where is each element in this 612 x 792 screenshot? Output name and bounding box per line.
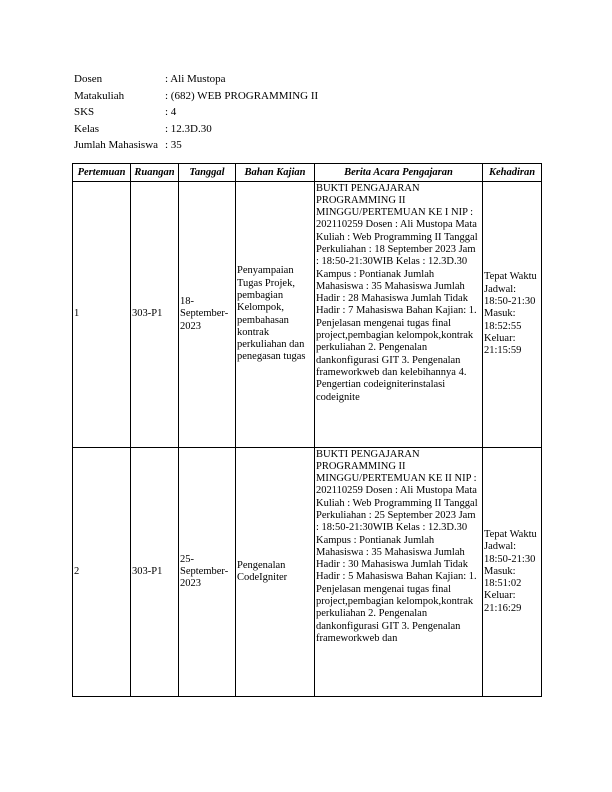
info-row-sks (74, 104, 318, 121)
header-pertemuan: Pertemuan (73, 164, 131, 182)
table-header-row (73, 164, 542, 182)
cell-kehadiran: Tepat Waktu Jadwal: 18:50-21:30 Masuk: 18:52:55 Keluar: 21:15:59 (483, 182, 542, 448)
info-row-dosen (74, 71, 318, 88)
info-label: Kelas (74, 122, 100, 135)
info-value: : 4 (165, 106, 177, 119)
cell-pertemuan: 1 (73, 182, 131, 448)
cell-berita-acara (315, 182, 483, 448)
table-row (73, 182, 542, 448)
header-berita-acara: Berita Acara Pengajaran (315, 164, 483, 182)
info-label: SKS (74, 106, 95, 119)
teaching-record-table (72, 163, 542, 697)
course-info (74, 71, 318, 154)
header-kehadiran: Kehadiran (483, 164, 542, 182)
cell-ruangan: 303-P1 (131, 448, 179, 697)
cell-tanggal: 18-September-2023 (179, 182, 236, 448)
info-row-jumlah-mahasiswa (74, 137, 318, 154)
info-value: : (682) WEB PROGRAMMING II (165, 89, 319, 102)
table-row (73, 448, 542, 697)
header-bahan-kajian: Bahan Kajian (236, 164, 315, 182)
cell-bahan-kajian: Penyampaian Tugas Projek, pembagian Kelompok, pembahasan kontrak perkuliahan dan penegasan tugas (236, 182, 315, 448)
info-row-matakuliah (74, 88, 318, 105)
cell-ruangan: 303-P1 (131, 182, 179, 448)
info-label: Matakuliah (74, 89, 125, 102)
cell-berita-acara (315, 448, 483, 697)
cell-tanggal: 25-September-2023 (179, 448, 236, 697)
berita-acara-text: BUKTI PENGAJARAN PROGRAMMING II MINGGU/PERTEMUAN KE II NIP : 202110259 Dosen : Ali Mustopa Mata Kuliah : Web Programming II Tanggal Perkuliahan : 25 September 2023 Jam : 18:50-21:30WIB Kelas : 12.3D.30 Kampus : Pontianak Jumlah Mahasiswa : 35 Mahasiswa Jumlah Hadir : 30 Mahasiswa Jumlah Tidak Hadir : 5 Mahasiswa Bahan Kajian: 1. Penjelasan mengenai tugas final project,pembagian kelompok,kontrak perkuliahan 2. Pengenalan dankonfigurasi GIT 3. Pengenalan frameworkweb dan (316, 448, 478, 644)
info-value: : 35 (165, 139, 182, 152)
info-value: : Ali Mustopa (165, 73, 226, 85)
header-ruangan: Ruangan (131, 164, 179, 182)
info-row-kelas (74, 121, 318, 138)
header-tanggal: Tanggal (179, 164, 236, 182)
berita-acara-text: BUKTI PENGAJARAN PROGRAMMING II MINGGU/PERTEMUAN KE I NIP : 202110259 Dosen : Ali Mustopa Mata Kuliah : Web Programming II Tanggal Perkuliahan : 18 September 2023 Jam : 18:50-21:30WIB Kelas : 12.3D.30 Kampus : Pontianak Jumlah Mahasiswa : 35 Mahasiswa Jumlah Hadir : 28 Mahasiswa Jumlah Tidak Hadir : 7 Mahasiswa Bahan Kajian: 1. Penjelasan mengenai tugas final project,pembagian kelompok,kontrak perkuliahan 2. Pengenalan dankonfigurasi GIT 3. Pengenalan frameworkweb dan kelebihannya 4. Pengertian codeigniterinstalasi codeignite (316, 182, 478, 403)
cell-pertemuan: 2 (73, 448, 131, 697)
info-label: Jumlah Mahasiswa (74, 139, 159, 152)
cell-kehadiran: Tepat Waktu Jadwal: 18:50-21:30 Masuk: 18:51:02 Keluar: 21:16:29 (483, 448, 542, 697)
info-value: : 12.3D.30 (165, 122, 212, 135)
info-label: Dosen (74, 73, 103, 85)
cell-bahan-kajian: Pengenalan CodeIgniter (236, 448, 315, 697)
